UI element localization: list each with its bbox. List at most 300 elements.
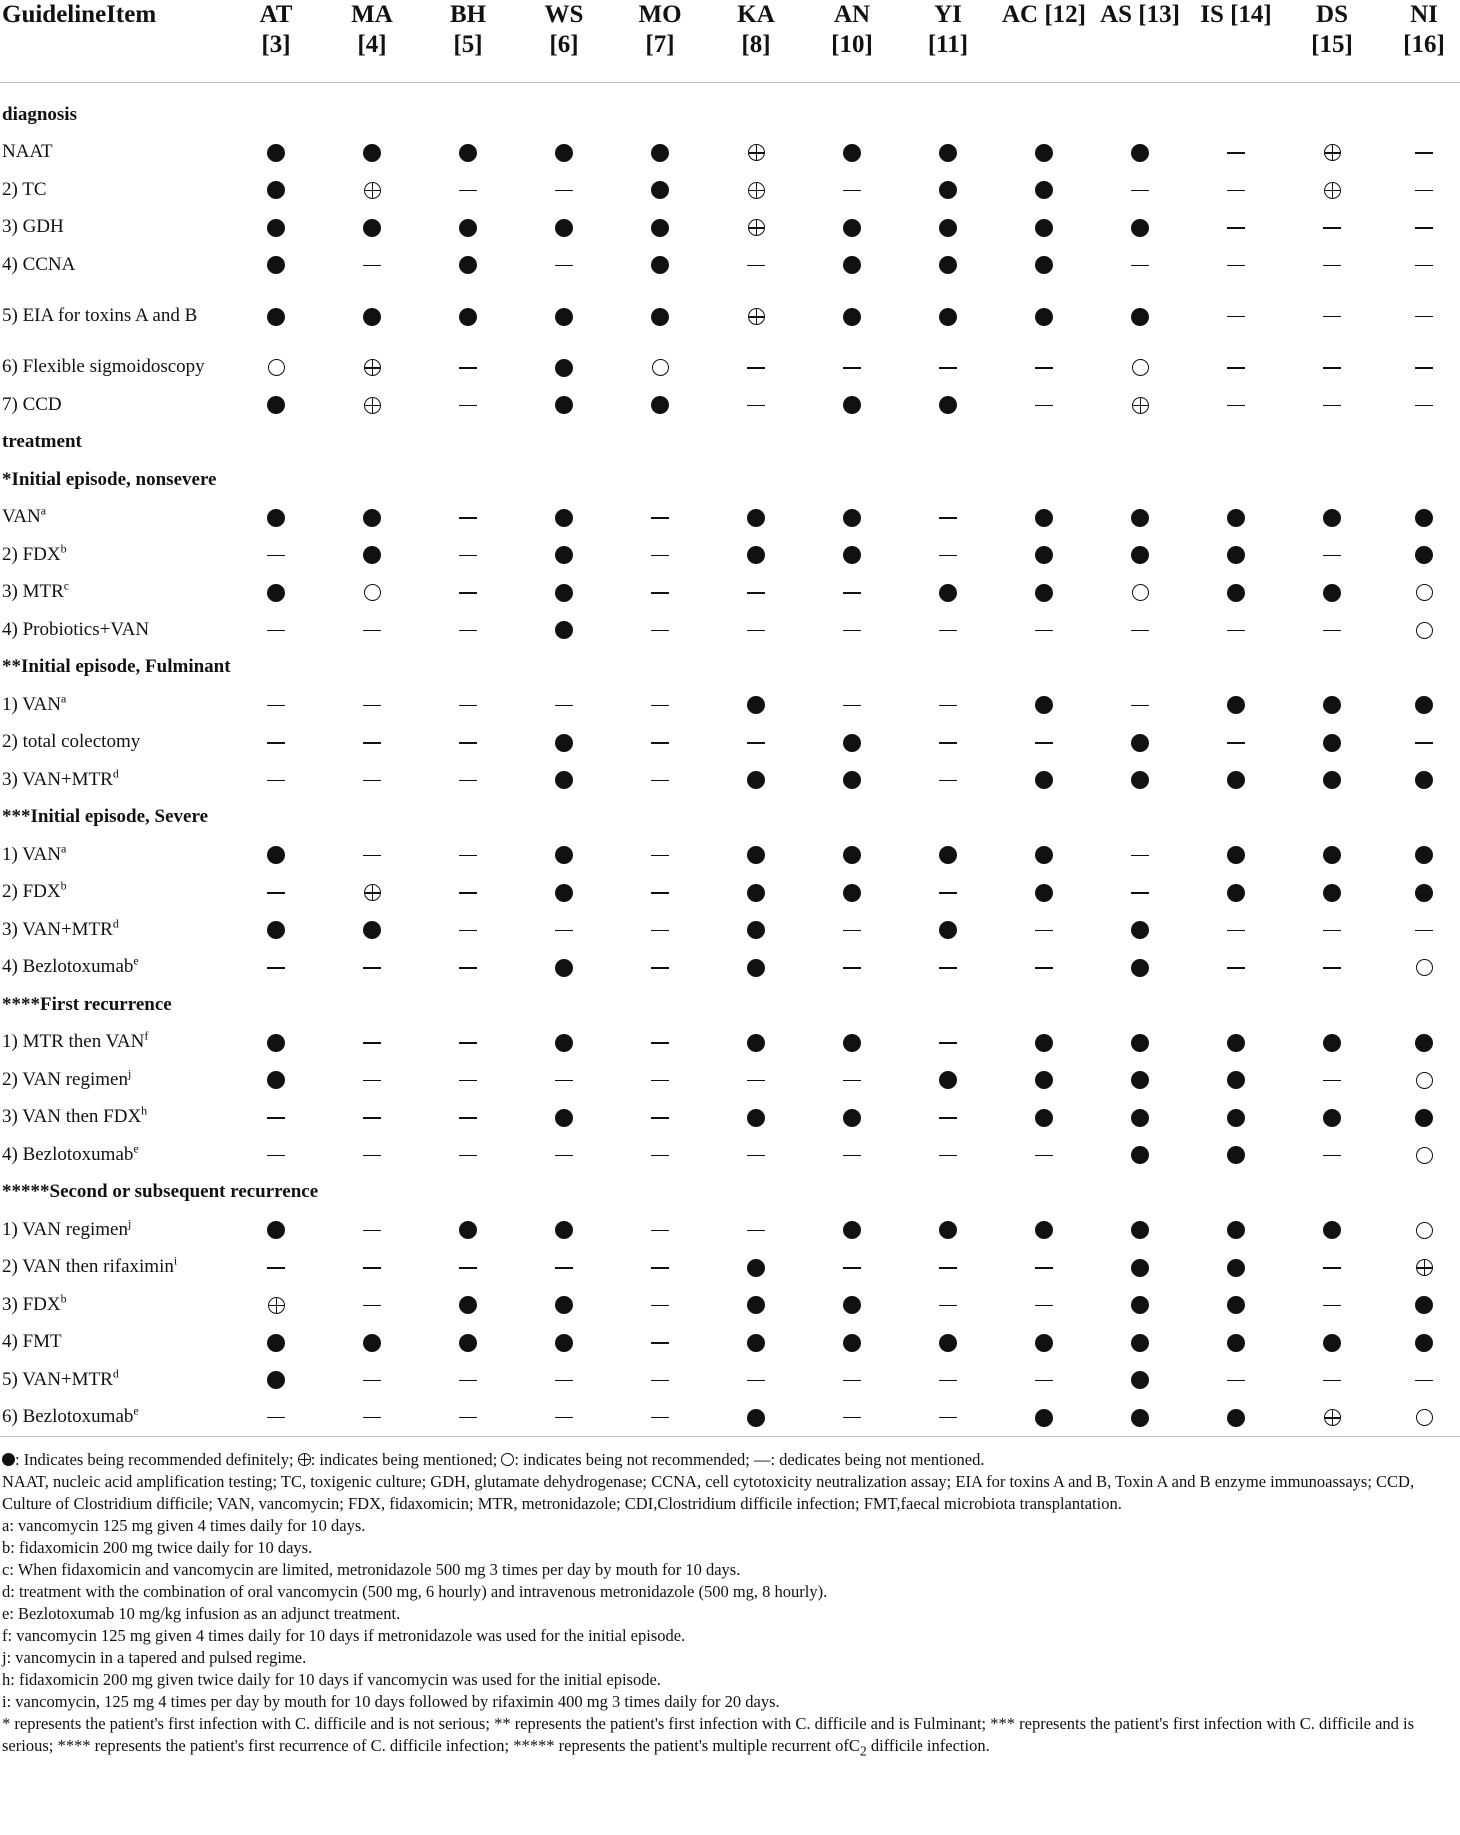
filled-circle-icon [843,884,861,902]
dash-icon [1035,1305,1053,1307]
filled-circle-icon [1131,1109,1149,1127]
mark-cell [804,1136,900,1174]
filled-circle-icon [843,1221,861,1239]
filled-circle-icon [1323,509,1341,527]
mark-cell [804,1361,900,1399]
mark-cell [516,836,612,874]
dash-icon [651,855,669,857]
filled-circle-icon [555,771,573,789]
row-label: 1) VAN regimen [2,1218,128,1240]
table-row [0,911,1460,949]
row-label: 3) MTR [2,581,64,603]
filled-circle-icon [555,1109,573,1127]
filled-circle-icon [1035,546,1053,564]
mark-cell [1188,1399,1284,1437]
mark-cell [228,574,324,612]
dash-icon [363,705,381,707]
filled-circle-icon [555,884,573,902]
filled-circle-icon [1035,846,1053,864]
mark-cell [900,1399,996,1437]
row-label: 4) Bezlotoxumab [2,956,134,978]
filled-circle-icon [1035,771,1053,789]
mark-cell [996,911,1092,949]
mark-cell [1092,1061,1188,1099]
mark-cell [1380,874,1460,912]
column-header-line1: DS [1316,1,1348,28]
circle-plus-icon [364,359,381,376]
footnote-last-before: * represents the patient's first infection with C. difficile and is not serious; ** represents the patient's first infection with C. difficile and is Fulminant; *** represents the patient's first infection with C. difficile and is serious; **** represents the patient's first recurrence of C. difficile infection; ***** represents the patient's multiple recurrent ofC [2,1714,1415,1755]
mark-cell [420,246,516,284]
row-label: 3) VAN+MTR [2,768,113,790]
item-label-cell [0,949,228,987]
mark-cell [1380,911,1460,949]
item-label-cell [0,1024,228,1062]
mark-cell [324,611,420,649]
dash-icon [459,1267,477,1269]
filled-circle-icon [267,181,285,199]
mark-cell [1092,499,1188,537]
mark-cell [1188,686,1284,724]
dash-icon [555,1080,573,1082]
column-header [228,0,324,82]
dash-icon [843,630,861,632]
item-label-cell [0,536,228,574]
mark-cell [804,386,900,424]
mark-cell [516,1249,612,1287]
mark-cell [516,386,612,424]
mark-cell [1380,611,1460,649]
filled-circle-icon [843,256,861,274]
mark-cell [228,284,324,349]
mark-cell [1380,499,1460,537]
dash-icon [459,630,477,632]
section-row [0,986,1460,1024]
mark-cell [516,246,612,284]
mark-cell [900,386,996,424]
filled-circle-icon [1227,696,1245,714]
mark-cell [324,1024,420,1062]
dash-icon [459,190,477,192]
spacer-cell [0,1436,1460,1450]
mark-cell [1284,536,1380,574]
dash-icon [1415,405,1433,407]
open-circle-icon [1416,622,1433,639]
table-row [0,836,1460,874]
mark-cell [516,1211,612,1249]
row-label: 1) VAN [2,693,61,715]
mark-cell [228,686,324,724]
mark-cell [1380,1061,1460,1099]
filled-circle-icon [267,509,285,527]
row-label: 6) Bezlotoxumab [2,1406,134,1427]
note-line: c: When fidaxomicin and vancomycin are limited, metronidazole 500 mg 3 times per day by mouth for 10 days. [2,1560,741,1579]
dash-icon [555,1417,573,1419]
mark-cell [1284,761,1380,799]
filled-circle-icon [1035,181,1053,199]
mark-cell [996,246,1092,284]
mark-cell [1092,1024,1188,1062]
filled-circle-icon [363,144,381,162]
mark-cell [1284,1024,1380,1062]
filled-circle-icon [1323,884,1341,902]
mark-cell [804,761,900,799]
mark-cell [1284,1324,1380,1362]
legend-line [2,1449,1454,1471]
dash-icon [747,405,765,407]
filled-circle-icon [267,396,285,414]
filled-circle-icon [555,1034,573,1052]
mark-cell [324,949,420,987]
dash-icon [459,967,477,969]
filled-circle-icon [1035,1071,1053,1089]
mark-cell [1092,1399,1188,1437]
mark-cell [612,1024,708,1062]
mark-cell [516,284,612,349]
column-header-line1: AC [12] [1001,1,1086,28]
note-line: a: vancomycin 125 mg given 4 times daily for 10 days. [2,1516,366,1535]
mark-cell [420,134,516,172]
mark-cell [516,499,612,537]
mark-cell [996,1249,1092,1287]
filled-circle-icon [363,509,381,527]
mark-cell [708,209,804,247]
mark-cell [324,1136,420,1174]
filled-circle-icon [1323,696,1341,714]
mark-cell [516,349,612,387]
mark-cell [804,1249,900,1287]
mark-cell [324,1286,420,1324]
mark-cell [1284,1249,1380,1287]
filled-circle-icon [651,396,669,414]
dash-icon [651,630,669,632]
dash-icon [459,705,477,707]
mark-cell [708,1099,804,1137]
filled-circle-icon [555,509,573,527]
row-label-footnote: a [40,503,47,518]
mark-cell [804,171,900,209]
note-line: e: Bezlotoxumab 10 mg/kg infusion as an adjunct treatment. [2,1604,401,1623]
mark-cell [612,386,708,424]
mark-cell [1092,874,1188,912]
mark-cell [804,874,900,912]
mark-cell [1380,349,1460,387]
filled-circle-icon [1227,884,1245,902]
dash-icon [459,517,477,519]
mark-cell [1380,386,1460,424]
open-circle-icon [1132,584,1149,601]
row-label: **Initial episode, Fulminant [2,656,231,678]
mark-cell [228,386,324,424]
mark-cell [804,836,900,874]
dash-icon [459,1117,477,1119]
mark-cell [420,761,516,799]
dash-icon [939,1042,957,1044]
section-row [0,461,1460,499]
mark-cell [708,349,804,387]
mark-cell [420,686,516,724]
item-label-cell [0,574,228,612]
mark-cell [708,246,804,284]
dash-icon [1323,367,1341,369]
dash-icon [1035,967,1053,969]
mark-cell [612,1286,708,1324]
filled-circle-icon [267,1071,285,1089]
section-row [0,424,1460,462]
mark-cell [516,1024,612,1062]
mark-cell [420,1024,516,1062]
dash-icon [1323,227,1341,229]
dash-icon [1227,1380,1245,1382]
mark-cell [804,134,900,172]
mark-cell [1188,499,1284,537]
mark-cell [708,499,804,537]
dash-icon [939,742,957,744]
filled-circle-icon [747,1034,765,1052]
mark-cell [228,1361,324,1399]
dash-icon [267,630,285,632]
mark-cell [1188,246,1284,284]
filled-circle-icon [747,1259,765,1277]
mark-cell [1092,246,1188,284]
mark-cell [1380,574,1460,612]
dash-icon [651,967,669,969]
dash-icon [459,780,477,782]
circle-plus-icon [364,397,381,414]
filled-circle-icon [747,1109,765,1127]
mark-cell [612,171,708,209]
table-row [0,499,1460,537]
row-label-footnote: e [133,953,139,968]
mark-cell [1380,536,1460,574]
mark-cell [996,836,1092,874]
dash-icon [459,1417,477,1419]
filled-circle-icon [1227,1409,1245,1427]
filled-circle-icon [1131,546,1149,564]
dash-icon [1323,316,1341,318]
filled-circle-icon [843,509,861,527]
table-row [0,386,1460,424]
dash-icon [651,742,669,744]
mark-cell [1284,911,1380,949]
mark-cell [324,686,420,724]
row-label: 2) TC [2,178,47,200]
filled-circle-icon [1131,1409,1149,1427]
filled-circle-icon [1131,1221,1149,1239]
filled-circle-icon [267,256,285,274]
dash-icon [651,1117,669,1119]
note-line: d: treatment with the combination of oral vancomycin (500 mg, 6 hourly) and intravenous metronidazole (500 mg, 8 hourly). [2,1582,828,1601]
mark-cell [612,499,708,537]
mark-cell [324,1399,420,1437]
table-row [0,611,1460,649]
dash-icon [939,1305,957,1307]
mark-cell [900,686,996,724]
dash-icon [939,705,957,707]
mark-cell [324,874,420,912]
dash-icon [267,780,285,782]
filled-circle-icon [939,1334,957,1352]
filled-circle-icon [555,359,573,377]
item-label-cell [0,611,228,649]
dash-icon [939,367,957,369]
mark-cell [1092,134,1188,172]
column-header [708,0,804,82]
row-label: diagnosis [2,103,77,125]
mark-cell [1188,1324,1284,1362]
dash-icon [651,555,669,557]
mark-cell [996,284,1092,349]
dash-icon [651,1230,669,1232]
dash-icon [1131,265,1149,267]
item-label-cell [0,209,228,247]
mark-cell [1188,724,1284,762]
mark-cell [324,134,420,172]
column-header-line2: [8] [741,31,771,58]
item-label-cell [0,134,228,172]
filled-circle-icon [1035,1034,1053,1052]
mark-cell [324,499,420,537]
mark-cell [228,134,324,172]
mark-cell [612,1136,708,1174]
mark-cell [996,499,1092,537]
filled-circle-icon [1035,884,1053,902]
dash-icon [1131,705,1149,707]
filled-circle-icon [843,1334,861,1352]
legend-open-text: : indicates being not recommended; —: dedicates being not mentioned. [514,1450,985,1469]
row-label-footnote: j [127,1066,132,1081]
mark-cell [1092,911,1188,949]
column-header-line2: [5] [453,31,483,58]
filled-circle-icon [843,846,861,864]
item-label-cell [0,1361,228,1399]
column-header-line2: [10] [831,31,873,58]
dash-icon [1415,367,1433,369]
dash-icon [747,742,765,744]
dash-icon [459,1042,477,1044]
filled-circle-icon [1227,1034,1245,1052]
row-label: 3) FDX [2,1293,61,1315]
table-row [0,1361,1460,1399]
filled-circle-icon [1035,308,1053,326]
circle-plus-icon [364,182,381,199]
mark-cell [804,1099,900,1137]
mark-cell [612,761,708,799]
mark-cell [612,836,708,874]
mark-cell [708,1211,804,1249]
mark-cell [900,611,996,649]
filled-circle-icon [459,144,477,162]
mark-cell [708,911,804,949]
column-header-line1: IS [14] [1200,1,1272,28]
column-header-line1: AS [13] [1100,1,1180,28]
mark-cell [420,911,516,949]
mark-cell [1284,246,1380,284]
dash-icon [651,517,669,519]
mark-cell [612,246,708,284]
mark-cell [708,1324,804,1362]
filled-circle-icon [1415,509,1433,527]
filled-circle-icon [843,1034,861,1052]
item-label-cell [0,246,228,284]
item-label-cell [0,761,228,799]
mark-cell [516,761,612,799]
table-row [0,1211,1460,1249]
mark-cell [1092,724,1188,762]
dash-icon [939,892,957,894]
dash-icon [1415,316,1433,318]
circle-plus-icon [1324,182,1341,199]
mark-cell [1092,611,1188,649]
mark-cell [1380,1399,1460,1437]
filled-circle-icon [1415,1296,1433,1314]
mark-cell [996,1211,1092,1249]
row-label: 5) VAN+MTR [2,1368,113,1390]
table-row [0,209,1460,247]
mark-cell [612,536,708,574]
mark-cell [804,349,900,387]
mark-cell [1284,686,1380,724]
dash-icon [843,1380,861,1382]
dash-icon [267,1117,285,1119]
dash-icon [459,742,477,744]
mark-cell [420,1249,516,1287]
item-label-cell [0,1211,228,1249]
item-label-cell [0,874,228,912]
dash-icon [1227,405,1245,407]
row-label-footnote: d [112,766,119,781]
dash-icon [555,265,573,267]
dash-icon [651,930,669,932]
dash-icon [459,855,477,857]
mark-cell [996,874,1092,912]
mark-cell [516,686,612,724]
mark-cell [612,574,708,612]
dash-icon [651,1267,669,1269]
item-label-cell [0,284,228,349]
mark-cell [228,171,324,209]
mark-cell [1284,1061,1380,1099]
filled-circle-icon [843,308,861,326]
dash-icon [363,1267,381,1269]
table-row [0,874,1460,912]
circle-plus-icon [748,182,765,199]
dash-icon [843,367,861,369]
dash-icon [459,1155,477,1157]
mark-cell [1380,1024,1460,1062]
filled-circle-icon [651,181,669,199]
header-guideline-item: GuidelineItem [0,0,228,82]
item-label-cell [0,171,228,209]
filled-circle-icon [1035,256,1053,274]
open-circle-icon [1416,959,1433,976]
mark-cell [708,949,804,987]
mark-cell [708,1061,804,1099]
dash-icon [1415,227,1433,229]
mark-cell [1092,1286,1188,1324]
mark-cell [1188,284,1284,349]
open-circle-icon [652,359,669,376]
dash-icon [1035,930,1053,932]
mark-cell [228,1286,324,1324]
mark-cell [1188,836,1284,874]
mark-cell [324,246,420,284]
table-row [0,536,1460,574]
item-label-cell [0,836,228,874]
dash-icon [1323,1080,1341,1082]
dash-icon [267,1417,285,1419]
table-row [0,1061,1460,1099]
mark-cell [900,836,996,874]
